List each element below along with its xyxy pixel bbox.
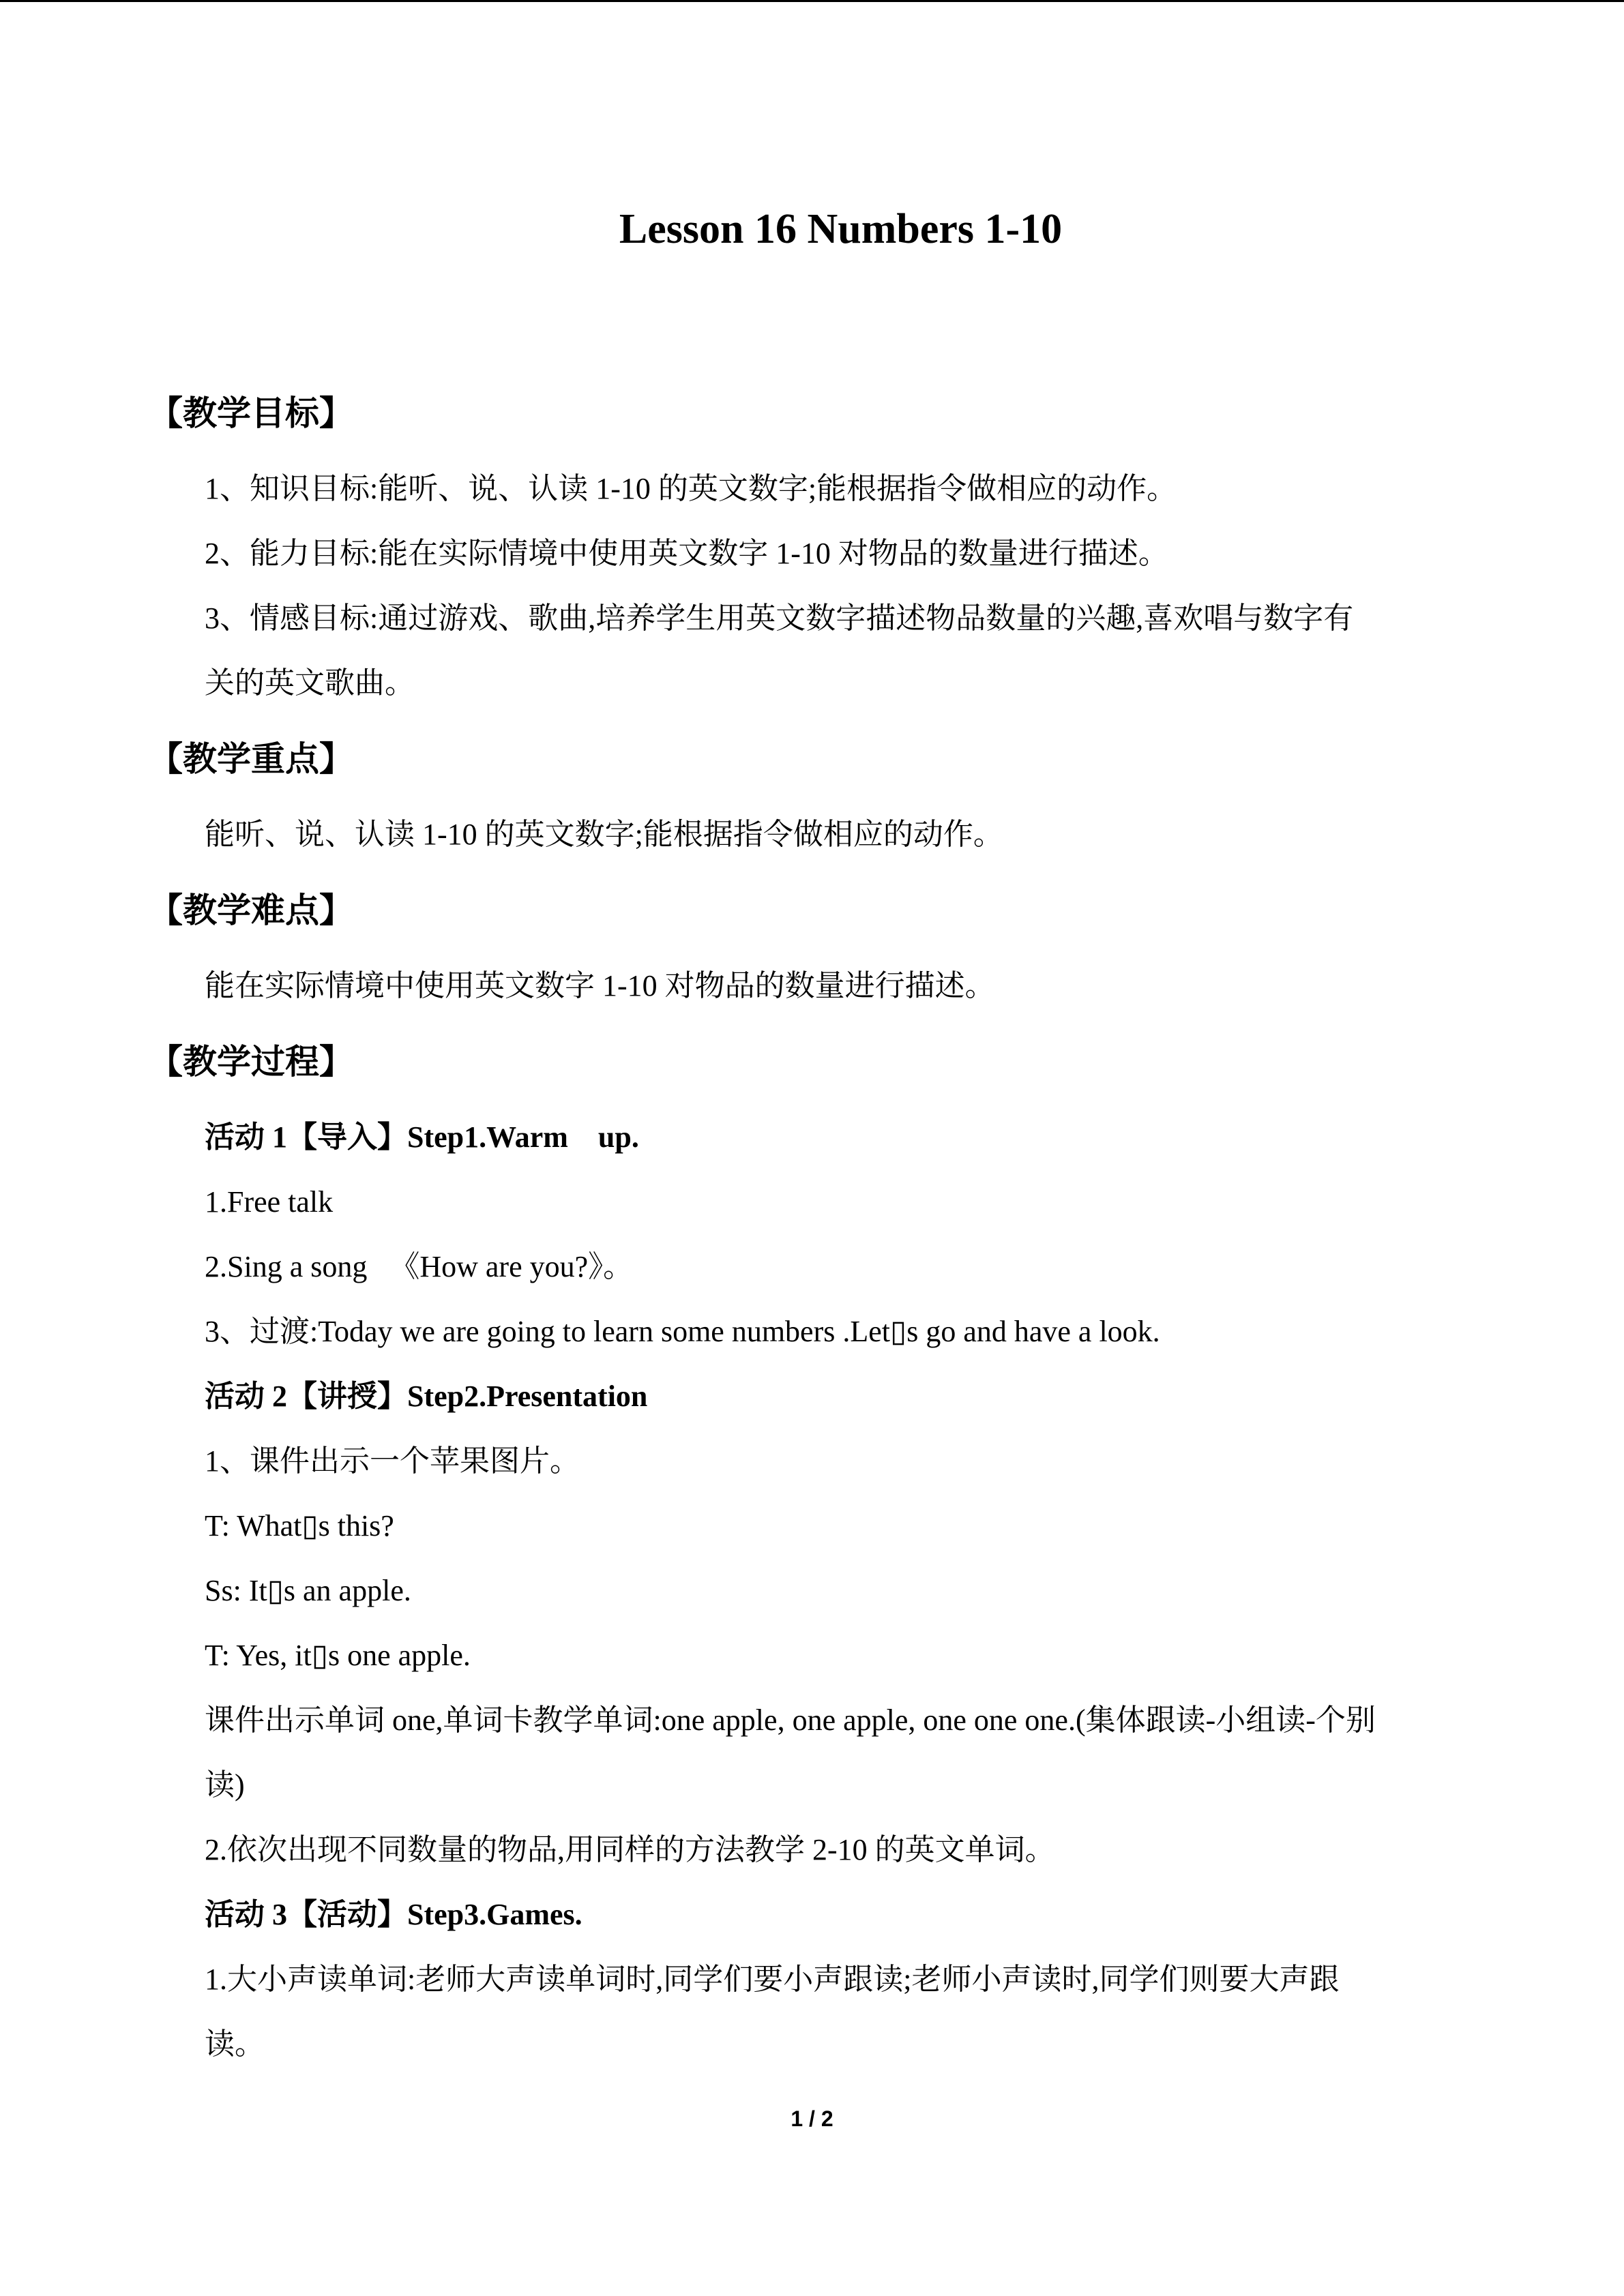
document-title: Lesson 16 Numbers 1-10: [619, 206, 1063, 252]
activity-2-line-2: T: What▯s this?: [205, 1509, 394, 1542]
activity-3-line-2: 读。: [205, 2027, 265, 2061]
activity-2-line-6: 读): [205, 1768, 245, 1802]
activity-3-line-1: 1.大小声读单词:老师大声读单词时,同学们要小声跟读;老师小声读时,同学们则要大声跟: [205, 1963, 1340, 1996]
activity-2-line-3: Ss: It▯s an apple.: [205, 1574, 411, 1607]
activity-2-line-7: 2.依次出现不同数量的物品,用同样的方法教学 2-10 的英文单词。: [205, 1833, 1055, 1866]
process-heading: 【教学过程】: [149, 1042, 353, 1082]
activity-2-title: 活动 2【讲授】Step2.Presentation: [205, 1380, 648, 1413]
objective-item-ability: 2、能力目标:能在实际情境中使用英文数字 1-10 对物品的数量进行描述。: [205, 537, 1168, 570]
objective-item-knowledge: 1、知识目标:能听、说、认读 1-10 的英文数字;能根据指令做相应的动作。: [205, 472, 1177, 505]
difficulties-text: 能在实际情境中使用英文数字 1-10 对物品的数量进行描述。: [205, 969, 995, 1002]
objectives-heading: 【教学目标】: [149, 393, 353, 433]
key-points-text: 能听、说、认读 1-10 的英文数字;能根据指令做相应的动作。: [205, 818, 1003, 851]
activity-1-line-2: 2.Sing a song 《How are you?》。: [205, 1250, 634, 1283]
activity-2-line-4: T: Yes, it▯s one apple.: [205, 1639, 471, 1672]
page-number: 1 / 2: [791, 2106, 833, 2131]
objective-item-emotion: 3、情感目标:通过游戏、歌曲,培养学生用英文数字描述物品数量的兴趣,喜欢唱与数字有: [205, 601, 1354, 635]
activity-2-line-1: 1、课件出示一个苹果图片。: [205, 1444, 580, 1478]
difficulties-heading: 【教学难点】: [149, 891, 353, 930]
activity-1-line-3: 3、过渡:Today we are going to learn some numbers .Let▯s go and have a look.: [205, 1315, 1160, 1348]
key-points-heading: 【教学重点】: [149, 739, 353, 779]
activity-2-line-5: 课件出示单词 one,单词卡教学单词:one apple, one apple, one one one.(集体跟读-小组读-个别: [205, 1703, 1376, 1737]
activity-1-line-1: 1.Free talk: [205, 1185, 334, 1219]
activity-3-title: 活动 3【活动】Step3.Games.: [205, 1898, 582, 1931]
activity-1-title: 活动 1【导入】Step1.Warm up.: [205, 1120, 639, 1154]
objective-item-emotion-continued: 关的英文歌曲。: [205, 666, 415, 700]
